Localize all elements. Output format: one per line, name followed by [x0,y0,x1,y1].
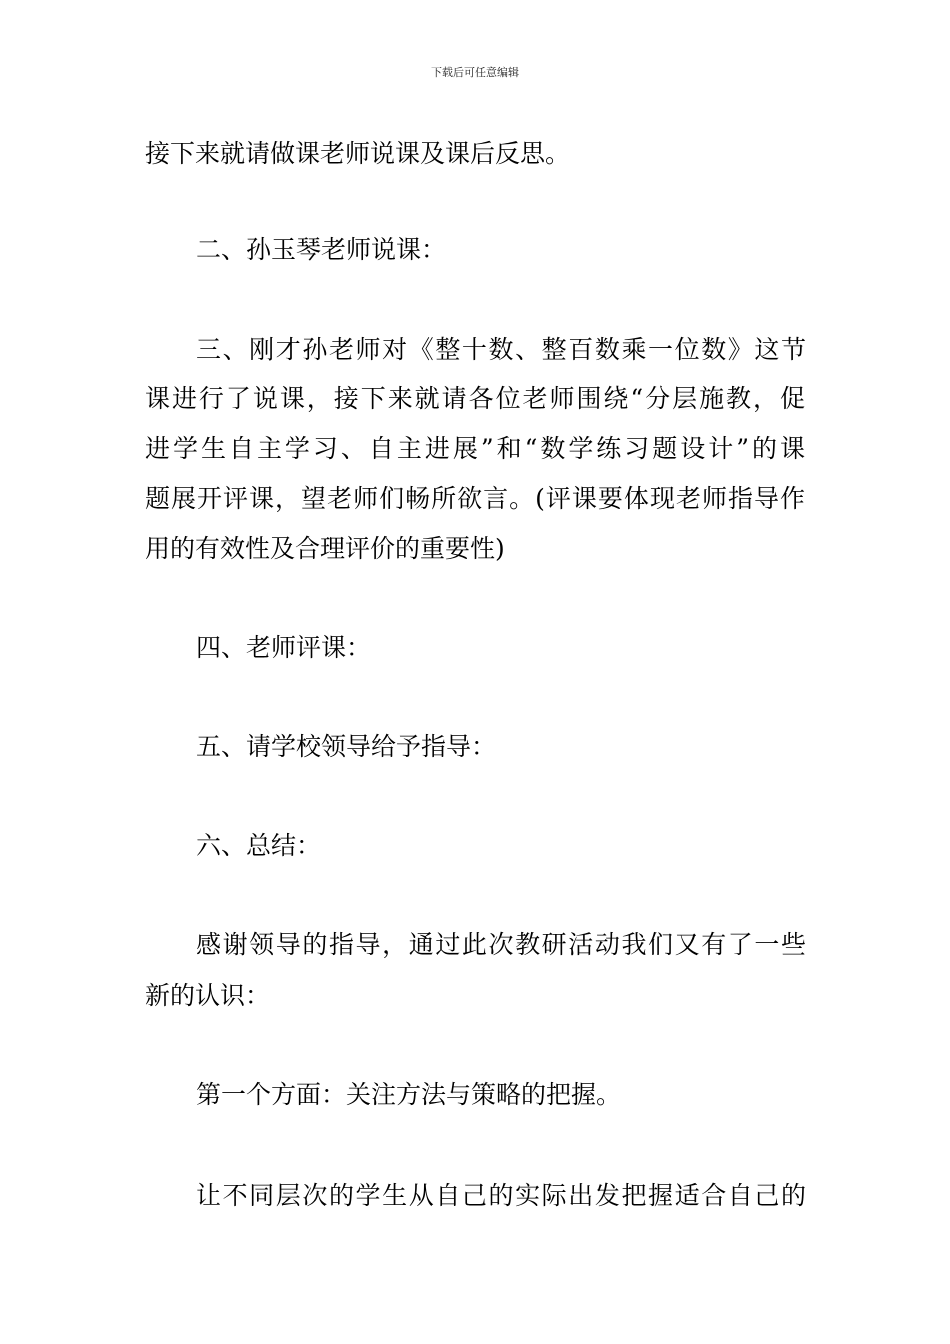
paragraph-aspect-1-detail: 让不同层次的学生从自己的实际出发把握适合自己的 [196,1181,806,1210]
paragraph-section-3-line-4: 题展开评课，望老师们畅所欲言。(评课要体现老师指导作 [145,484,805,513]
paragraph-section-3-line-2: 课进行了说课，接下来就请各位老师围绕“分层施教，促 [145,384,805,413]
paragraph-summary-line-1: 感谢领导的指导，通过此次教研活动我们又有了一些 [196,930,806,959]
paragraph-section-3-line-1: 三、刚才孙老师对《整十数、整百数乘一位数》这节 [196,335,806,364]
paragraph-aspect-1: 第一个方面：关注方法与策略的把握。 [196,1080,622,1109]
paragraph-section-3-line-3: 进学生自主学习、自主进展”和“数学练习题设计”的课 [145,434,805,463]
paragraph-intro: 接下来就请做课老师说课及课后反思。 [145,139,571,168]
paragraph-section-6: 六、总结： [196,831,322,860]
page-header: 下载后可任意编辑 [431,66,519,79]
paragraph-section-5: 五、请学校领导给予指导： [196,732,497,761]
paragraph-section-2: 二、孙玉琴老师说课： [196,235,447,264]
paragraph-summary-line-2: 新的认识： [145,981,271,1010]
paragraph-section-4: 四、老师评课： [196,633,372,662]
paragraph-section-3-line-5: 用的有效性及合理评价的重要性) [145,534,505,563]
